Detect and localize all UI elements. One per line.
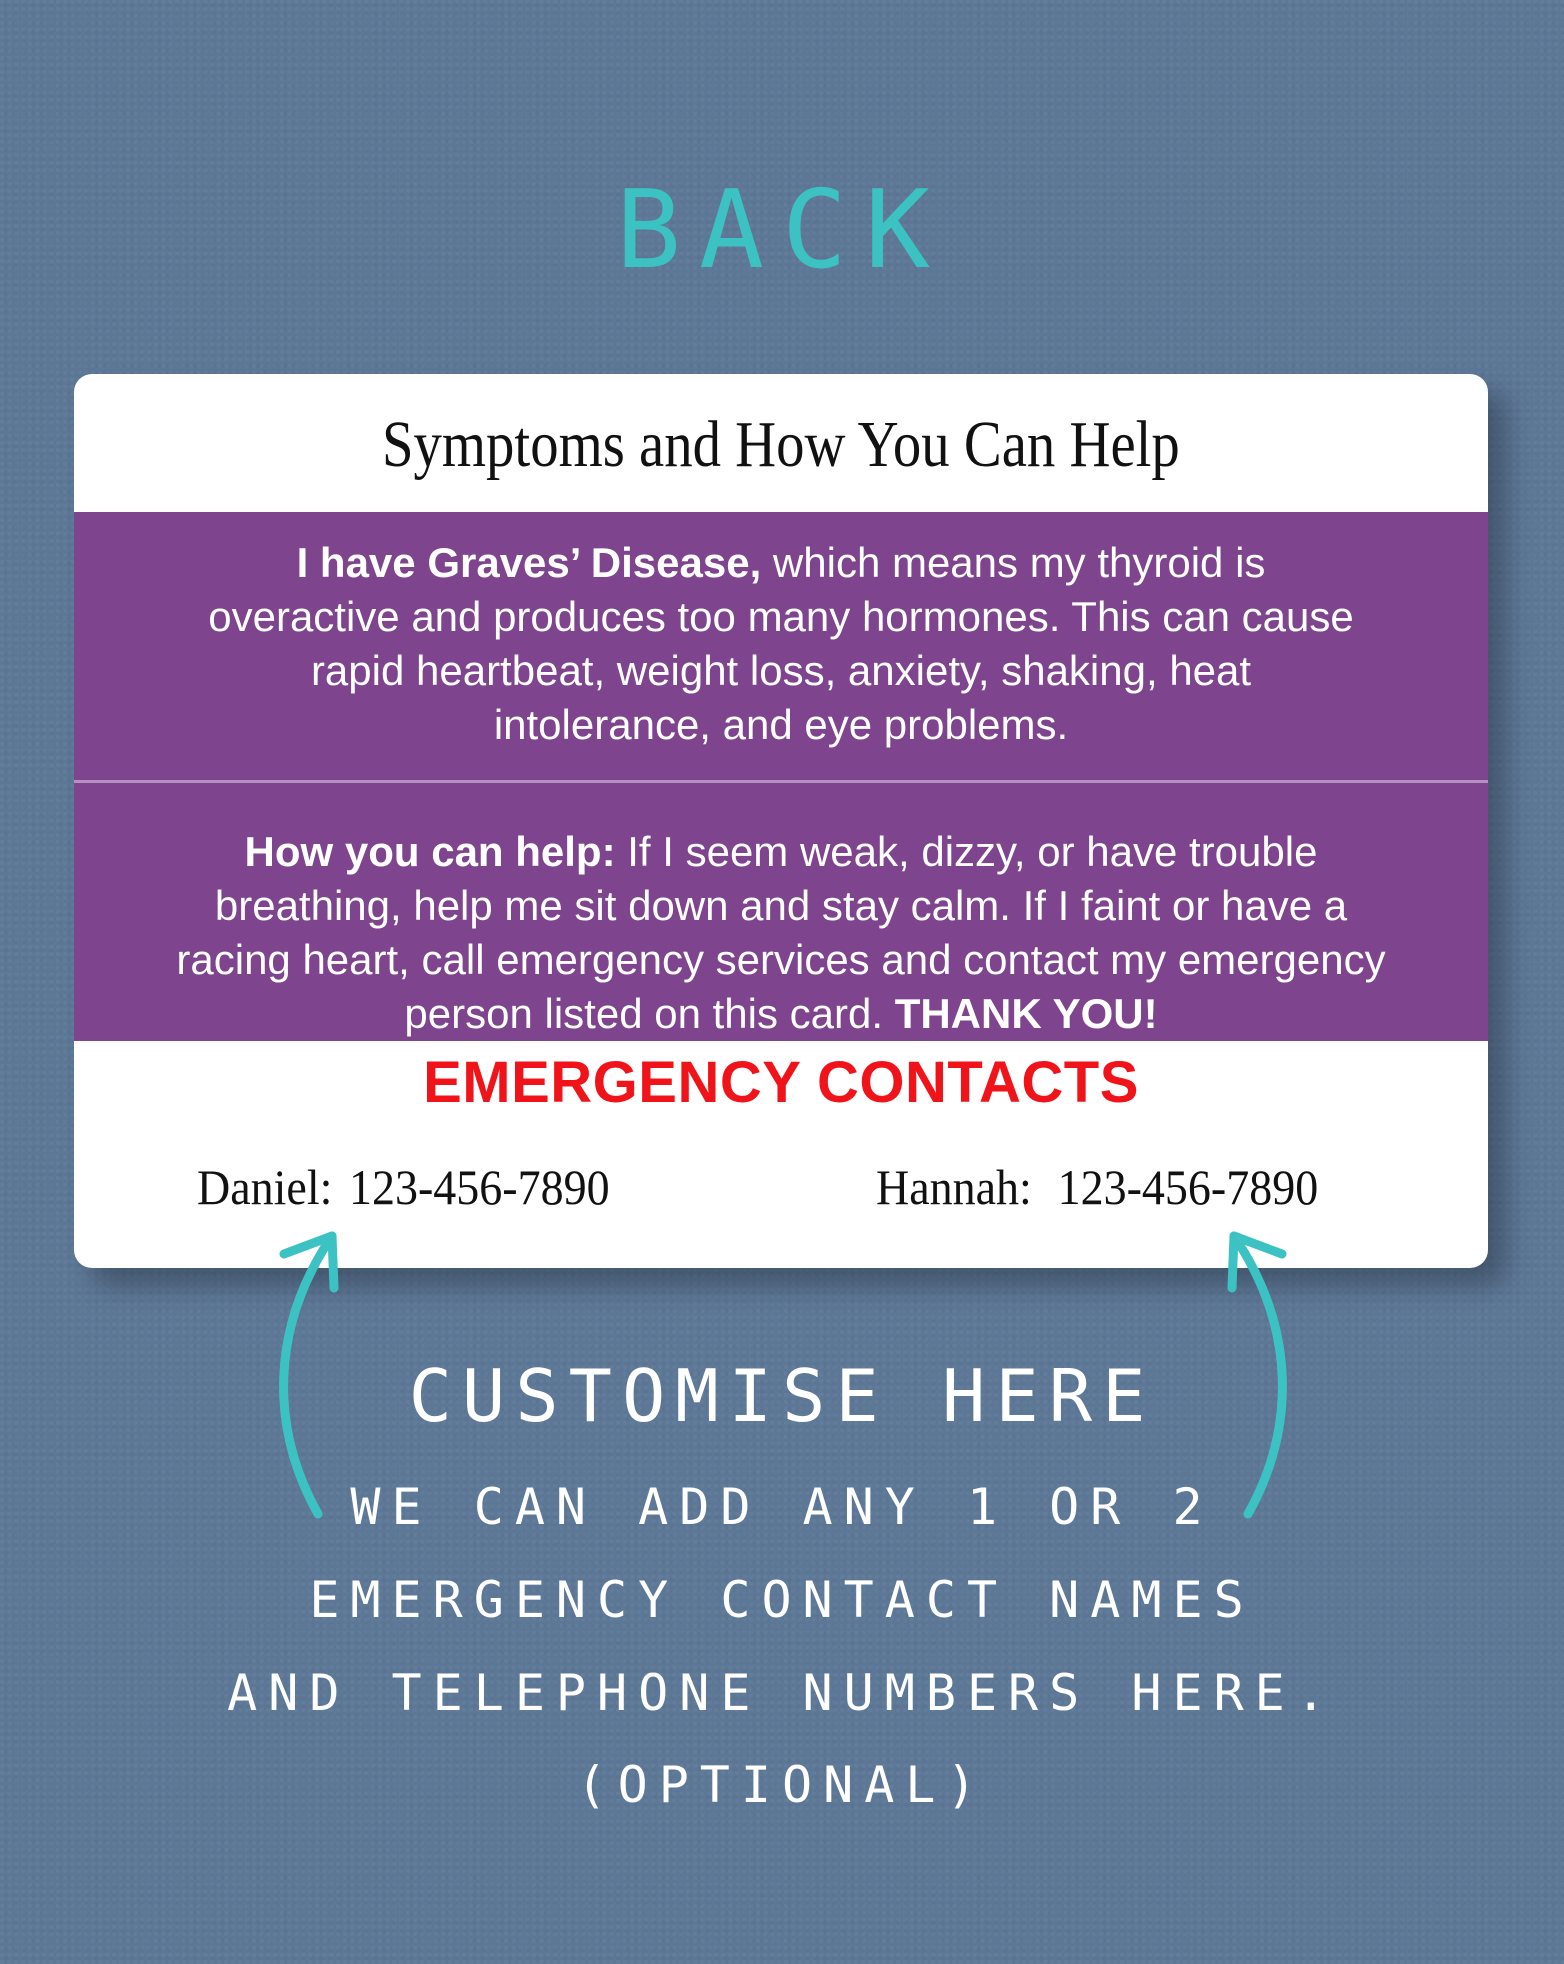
note-line: (OPTIONAL) bbox=[576, 1756, 988, 1814]
contact-name: Daniel: bbox=[197, 1159, 333, 1215]
help-bold-lead: How you can help: bbox=[244, 828, 616, 875]
help-text: If I seem weak, dizzy, or have trouble breathing, help me sit down and stay calm. If I faint or have a racing heart, call emergency services and contact my emergency person listed on this card. bbox=[176, 828, 1386, 1037]
contact-name: Hannah: bbox=[876, 1159, 1032, 1215]
medical-card bbox=[74, 374, 1488, 1268]
card-title: Symptoms and How You Can Help bbox=[382, 408, 1180, 481]
page-heading: BACK bbox=[615, 168, 949, 293]
contact-entry bbox=[197, 1158, 610, 1216]
note-line: WE CAN ADD ANY 1 OR 2 bbox=[350, 1478, 1214, 1536]
contact-phone: 123-456-7890 bbox=[348, 1159, 610, 1215]
customise-headline: CUSTOMISE HERE bbox=[408, 1354, 1156, 1438]
emergency-contacts-title: EMERGENCY CONTACTS bbox=[423, 1050, 1139, 1115]
card-header bbox=[74, 374, 1488, 512]
note-line: EMERGENCY CONTACT NAMES bbox=[309, 1571, 1255, 1629]
help-thank-you: THANK YOU! bbox=[894, 990, 1158, 1037]
condition-bold-lead: I have Graves’ Disease, bbox=[296, 539, 762, 586]
contact-phone: 123-456-7890 bbox=[1057, 1159, 1319, 1215]
condition-block bbox=[74, 512, 1488, 780]
condition-text: which means my thyroid is overactive and produces too many hormones. This can cause rapid heartbeat, weight loss, anxiety, shaking, heat intolerance, and eye problems. bbox=[208, 539, 1354, 748]
note-line: AND TELEPHONE NUMBERS HERE. bbox=[227, 1664, 1337, 1722]
help-block bbox=[74, 783, 1488, 1041]
contact-entry bbox=[876, 1158, 1318, 1216]
